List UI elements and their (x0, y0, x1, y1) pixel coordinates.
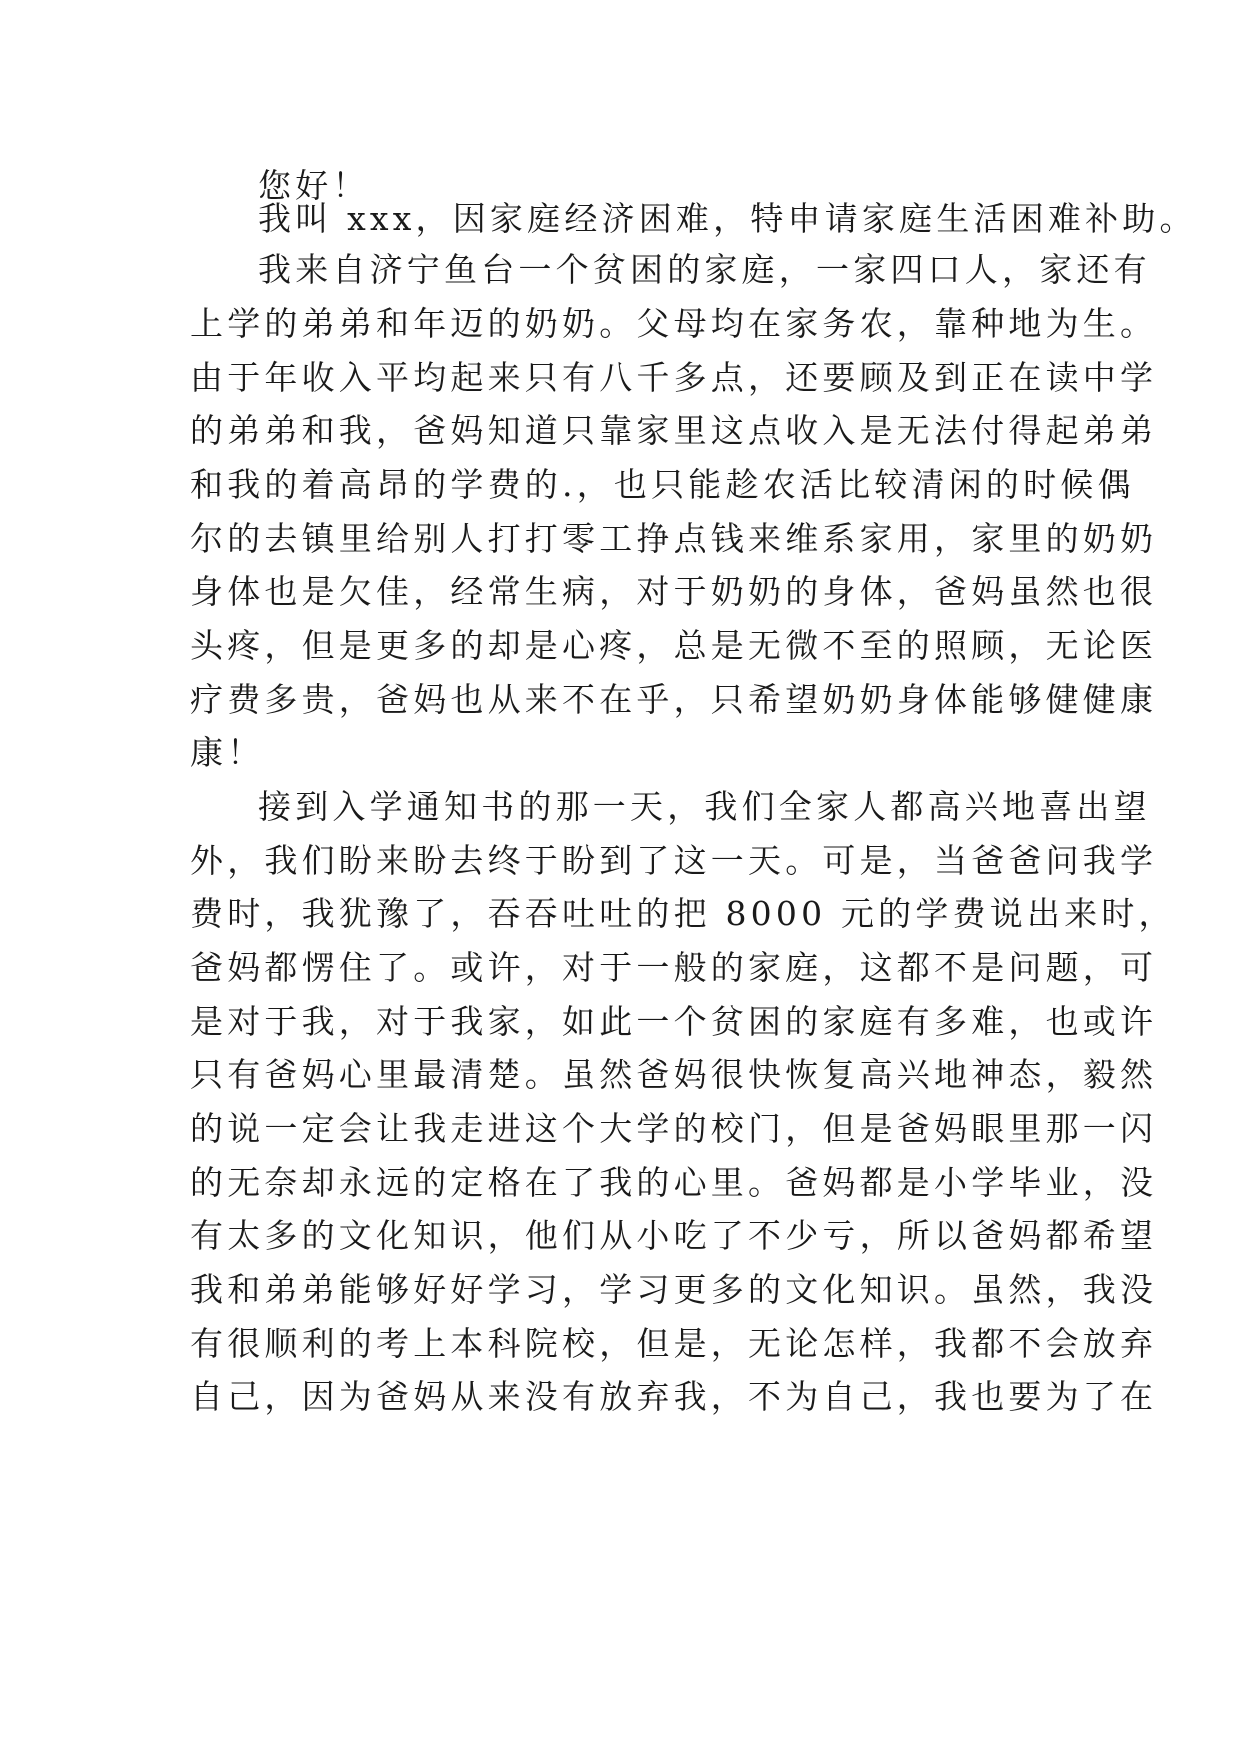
paragraph-line: 的无奈却永远的定格在了我的心里。爸妈都是小学毕业，没 (190, 1163, 1158, 1202)
paragraph-line: 爸妈都愣住了。或许，对于一般的家庭，这都不是问题，可 (190, 948, 1158, 987)
paragraph-line: 尔的去镇里给别人打打零工挣点钱来维系家用，家里的奶奶 (190, 519, 1158, 558)
paragraph-line: 康！ (190, 733, 265, 772)
paragraph-line: 有太多的文化知识，他们从小吃了不少亏，所以爸妈都希望 (190, 1216, 1158, 1255)
paragraph-line: 上学的弟弟和年迈的奶奶。父母均在家务农，靠种地为生。 (190, 304, 1158, 343)
paragraph-line: 身体也是欠佳，经常生病，对于奶奶的身体，爸妈虽然也很 (190, 572, 1158, 611)
paragraph-line: 和我的着高昂的学费的.，也只能趁农活比较清闲的时候偶 (190, 465, 1135, 504)
paragraph-line: 我和弟弟能够好好学习，学习更多的文化知识。虽然，我没 (190, 1270, 1158, 1309)
paragraph-line: 的弟弟和我，爸妈知道只靠家里这点收入是无法付得起弟弟 (190, 411, 1158, 450)
paragraph-line: 接到入学通知书的那一天，我们全家人都高兴地喜出望 (258, 787, 1151, 826)
paragraph-line: 的说一定会让我走进这个大学的校门，但是爸妈眼里那一闪 (190, 1109, 1158, 1148)
intro-line: 我叫 xxx，因家庭经济困难，特申请家庭生活困难补助。 (258, 199, 1197, 238)
paragraph-line: 头疼，但是更多的却是心疼，总是无微不至的照顾，无论医 (190, 626, 1158, 665)
paragraph-line: 外，我们盼来盼去终于盼到了这一天。可是，当爸爸问我学 (190, 841, 1158, 880)
paragraph-line: 只有爸妈心里最清楚。虽然爸妈很快恢复高兴地神态，毅然 (190, 1055, 1158, 1094)
paragraph-line: 疗费多贵，爸妈也从来不在乎，只希望奶奶身体能够健健康 (190, 680, 1158, 719)
paragraph-line: 我来自济宁鱼台一个贫困的家庭，一家四口人，家还有 (258, 250, 1151, 289)
greeting-line: 您好！ (258, 166, 370, 205)
paragraph-line: 是对于我，对于我家，如此一个贫困的家庭有多难，也或许 (190, 1002, 1158, 1041)
paragraph-line: 自己，因为爸妈从来没有放弃我，不为自己，我也要为了在 (190, 1377, 1158, 1416)
paragraph-line: 由于年收入平均起来只有八千多点，还要顾及到正在读中学 (190, 358, 1158, 397)
paragraph-line: 费时，我犹豫了，吞吞吐吐的把 8000 元的学费说出来时， (190, 894, 1176, 933)
paragraph-line: 有很顺利的考上本科院校，但是，无论怎样，我都不会放弃 (190, 1324, 1158, 1363)
